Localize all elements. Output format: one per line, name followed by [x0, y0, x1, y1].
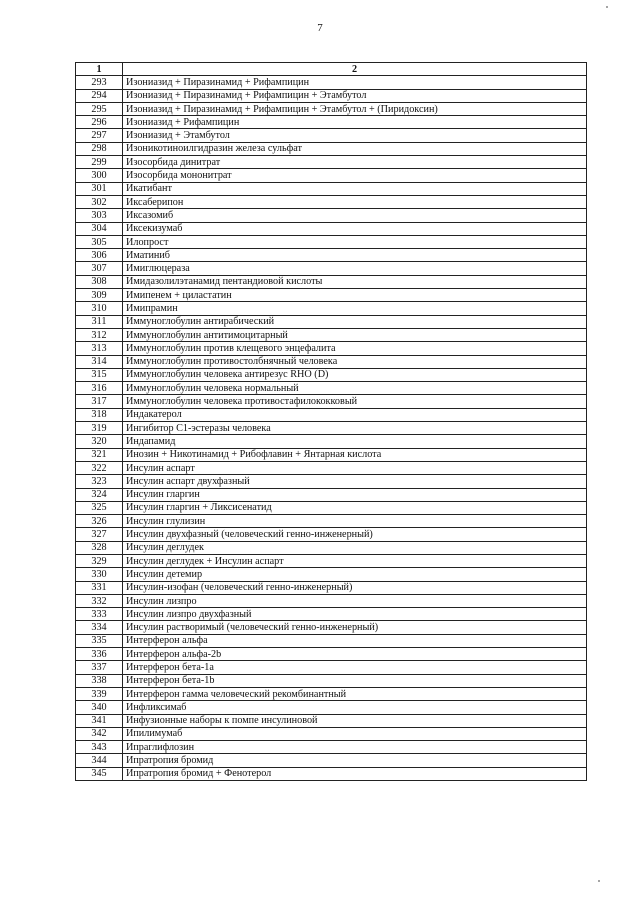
drug-name: Инсулин гларгин + Ликсисенатид	[123, 501, 587, 514]
table-row	[76, 262, 587, 275]
drug-name: Имиглюцераза	[123, 262, 587, 275]
column-header-name: 2	[123, 63, 587, 76]
row-number: 334	[76, 621, 123, 634]
row-number: 328	[76, 541, 123, 554]
drug-name: Иммуноглобулин антирабический	[123, 315, 587, 328]
drug-name: Интерферон бета-1a	[123, 661, 587, 674]
table-row	[76, 102, 587, 115]
table-header-row	[76, 63, 587, 76]
table-row	[76, 661, 587, 674]
table-row	[76, 767, 587, 780]
drug-name: Ипратропия бромид + Фенотерол	[123, 767, 587, 780]
row-number: 303	[76, 209, 123, 222]
table-row	[76, 169, 587, 182]
row-number: 341	[76, 714, 123, 727]
table-row	[76, 355, 587, 368]
row-number: 319	[76, 422, 123, 435]
row-number: 335	[76, 634, 123, 647]
table-row	[76, 475, 587, 488]
table-row	[76, 116, 587, 129]
drug-name: Интерферон бета-1b	[123, 674, 587, 687]
drug-name: Иммуноглобулин человека противостафилококковый	[123, 395, 587, 408]
table-row	[76, 182, 587, 195]
row-number: 338	[76, 674, 123, 687]
table-row	[76, 142, 587, 155]
drug-name: Индапамид	[123, 435, 587, 448]
table-row	[76, 608, 587, 621]
drug-name: Икатибант	[123, 182, 587, 195]
drug-name: Интерферон альфа	[123, 634, 587, 647]
table-row	[76, 554, 587, 567]
drug-name: Изониазид + Пиразинамид + Рифампицин	[123, 76, 587, 89]
table-row	[76, 382, 587, 395]
row-number: 295	[76, 102, 123, 115]
drug-name: Иммуноглобулин антитимоцитарный	[123, 328, 587, 341]
drug-name: Ипратропия бромид	[123, 754, 587, 767]
drug-name: Инозин + Никотинамид + Рибофлавин + Янтарная кислота	[123, 448, 587, 461]
row-number: 307	[76, 262, 123, 275]
table-row	[76, 368, 587, 381]
row-number: 302	[76, 195, 123, 208]
drug-name: Инсулин деглудек + Инсулин аспарт	[123, 554, 587, 567]
drug-name: Изониазид + Рифампицин	[123, 116, 587, 129]
drug-name: Имидазолилэтанамид пентандиовой кислоты	[123, 275, 587, 288]
table-row	[76, 235, 587, 248]
table-row	[76, 289, 587, 302]
drug-name: Инсулин лизпро двухфазный	[123, 608, 587, 621]
drug-name: Инсулин двухфазный (человеческий генно-инженерный)	[123, 528, 587, 541]
row-number: 326	[76, 515, 123, 528]
row-number: 316	[76, 382, 123, 395]
page-number: 7	[317, 22, 323, 34]
table-row	[76, 328, 587, 341]
table-row	[76, 741, 587, 754]
table-row	[76, 621, 587, 634]
drug-name: Иммуноглобулин против клещевого энцефалита	[123, 342, 587, 355]
drug-name: Изоникотиноилгидразин железа сульфат	[123, 142, 587, 155]
drug-name: Инсулин растворимый (человеческий генно-инженерный)	[123, 621, 587, 634]
row-number: 312	[76, 328, 123, 341]
table-row	[76, 515, 587, 528]
row-number: 311	[76, 315, 123, 328]
drug-name: Инсулин глулизин	[123, 515, 587, 528]
row-number: 329	[76, 554, 123, 567]
row-number: 339	[76, 687, 123, 700]
drug-name: Индакатерол	[123, 408, 587, 421]
row-number: 322	[76, 461, 123, 474]
row-number: 323	[76, 475, 123, 488]
row-number: 293	[76, 76, 123, 89]
row-number: 299	[76, 156, 123, 169]
row-number: 296	[76, 116, 123, 129]
table-row	[76, 435, 587, 448]
table-row	[76, 501, 587, 514]
table-row	[76, 209, 587, 222]
row-number: 330	[76, 568, 123, 581]
table-row	[76, 674, 587, 687]
drug-name: Интерферон гамма человеческий рекомбинантный	[123, 687, 587, 700]
table-row	[76, 648, 587, 661]
table-row	[76, 448, 587, 461]
drug-list-table	[75, 62, 587, 781]
row-number: 313	[76, 342, 123, 355]
table-row	[76, 581, 587, 594]
table-row	[76, 89, 587, 102]
table-row	[76, 342, 587, 355]
table-row	[76, 195, 587, 208]
table-row	[76, 541, 587, 554]
row-number: 315	[76, 368, 123, 381]
row-number: 344	[76, 754, 123, 767]
drug-name: Изосорбида динитрат	[123, 156, 587, 169]
row-number: 297	[76, 129, 123, 142]
table-row	[76, 222, 587, 235]
table-row	[76, 129, 587, 142]
drug-name: Инфузионные наборы к помпе инсулиновой	[123, 714, 587, 727]
drug-name: Инсулин лизпро	[123, 594, 587, 607]
drug-name: Иксекизумаб	[123, 222, 587, 235]
drug-name: Инсулин детемир	[123, 568, 587, 581]
drug-name: Изониазид + Пиразинамид + Рифампицин + Этамбутол + (Пиридоксин)	[123, 102, 587, 115]
drug-name: Изониазид + Пиразинамид + Рифампицин + Этамбутол	[123, 89, 587, 102]
row-number: 300	[76, 169, 123, 182]
table-row	[76, 408, 587, 421]
drug-name: Изосорбида мононитрат	[123, 169, 587, 182]
row-number: 327	[76, 528, 123, 541]
row-number: 333	[76, 608, 123, 621]
table-row	[76, 76, 587, 89]
row-number: 309	[76, 289, 123, 302]
row-number: 306	[76, 249, 123, 262]
table-row	[76, 488, 587, 501]
column-header-number: 1	[76, 63, 123, 76]
drug-name: Имипрамин	[123, 302, 587, 315]
row-number: 340	[76, 701, 123, 714]
row-number: 336	[76, 648, 123, 661]
drug-name: Имипенем + циластатин	[123, 289, 587, 302]
row-number: 318	[76, 408, 123, 421]
drug-name: Ипраглифлозин	[123, 741, 587, 754]
scan-mark	[598, 880, 600, 882]
table-row	[76, 315, 587, 328]
drug-name: Инсулин гларгин	[123, 488, 587, 501]
scan-mark	[606, 6, 608, 8]
row-number: 314	[76, 355, 123, 368]
table-row	[76, 594, 587, 607]
row-number: 345	[76, 767, 123, 780]
row-number: 321	[76, 448, 123, 461]
table-row	[76, 302, 587, 315]
row-number: 332	[76, 594, 123, 607]
drug-name: Иммуноглобулин человека нормальный	[123, 382, 587, 395]
drug-name: Иматиниб	[123, 249, 587, 262]
row-number: 301	[76, 182, 123, 195]
drug-name: Интерферон альфа-2b	[123, 648, 587, 661]
drug-name: Ингибитор C1-эстеразы человека	[123, 422, 587, 435]
table-row	[76, 249, 587, 262]
row-number: 298	[76, 142, 123, 155]
drug-name: Иксаберипон	[123, 195, 587, 208]
table-row	[76, 727, 587, 740]
row-number: 325	[76, 501, 123, 514]
drug-name: Изониазид + Этамбутол	[123, 129, 587, 142]
drug-name: Илопрост	[123, 235, 587, 248]
table-row	[76, 156, 587, 169]
drug-name: Инсулин деглудек	[123, 541, 587, 554]
row-number: 324	[76, 488, 123, 501]
table-row	[76, 395, 587, 408]
table-row	[76, 701, 587, 714]
table-row	[76, 754, 587, 767]
row-number: 294	[76, 89, 123, 102]
drug-name: Иммуноглобулин противостолбнячный человека	[123, 355, 587, 368]
row-number: 320	[76, 435, 123, 448]
drug-name: Иксазомиб	[123, 209, 587, 222]
table-row	[76, 568, 587, 581]
table-row	[76, 714, 587, 727]
table-row	[76, 634, 587, 647]
table-row	[76, 687, 587, 700]
row-number: 304	[76, 222, 123, 235]
drug-name: Инсулин аспарт	[123, 461, 587, 474]
row-number: 337	[76, 661, 123, 674]
row-number: 331	[76, 581, 123, 594]
row-number: 308	[76, 275, 123, 288]
table-row	[76, 422, 587, 435]
row-number: 343	[76, 741, 123, 754]
table-row	[76, 275, 587, 288]
row-number: 310	[76, 302, 123, 315]
drug-name: Инсулин-изофан (человеческий генно-инженерный)	[123, 581, 587, 594]
drug-name: Иммуноглобулин человека антирезус RHO (D)	[123, 368, 587, 381]
drug-name: Ипилимумаб	[123, 727, 587, 740]
table-row	[76, 461, 587, 474]
table-body	[76, 63, 587, 781]
row-number: 342	[76, 727, 123, 740]
row-number: 305	[76, 235, 123, 248]
table-row	[76, 528, 587, 541]
drug-name: Инфликсимаб	[123, 701, 587, 714]
row-number: 317	[76, 395, 123, 408]
drug-name: Инсулин аспарт двухфазный	[123, 475, 587, 488]
